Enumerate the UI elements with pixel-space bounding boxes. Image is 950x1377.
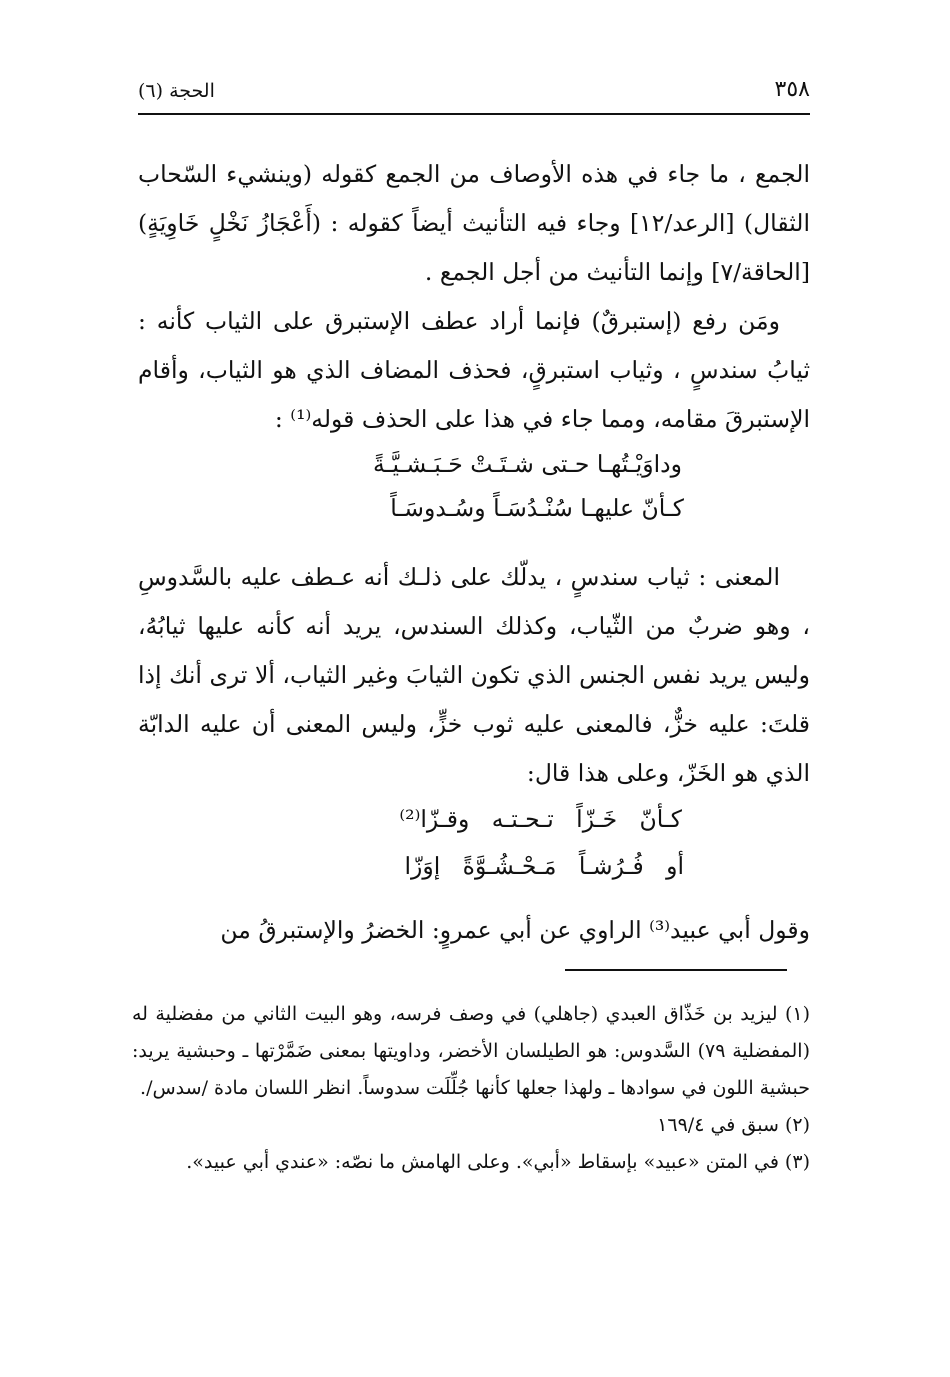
- verse-2-line-1: كـأنّ خَـزّاً تـحـتـه وقـزّا⁽²⁾: [399, 805, 682, 833]
- running-title: الحجة (٦): [138, 80, 215, 102]
- paragraph-2-block: [138, 297, 810, 444]
- page-number: ٣٥٨: [774, 77, 810, 102]
- footnote-3: (٣) في المتن «عبيد» بإسقاط «أبي». وعلى الهامش ما نصّه: «عندي أبي عبيد».: [186, 1151, 810, 1173]
- footnote-1: (١) ليزيد بن خَذّاق العبدي (جاهلي) في وصف فرسه، وهو البيت الثاني من مفضلية له (المفضلية ٧٩) السَّدوس: هو الطيلسان الأخضر، وداويتها بمعنى ضَمَّرْتها ـ وحبشية يريد: حبشية اللون في سوادها ـ ولهذا جعلها كأنها جُلِّلَت سدوساً. انظر اللسان مادة /سدس/.: [132, 1003, 810, 1099]
- verse-1-line-1: وداوَيْـتُهـا حـتى شـتَـتْ حَـبَـشـيَّـةً: [372, 450, 682, 478]
- footnote-rule: [565, 969, 787, 971]
- paragraph-4-block: [138, 906, 810, 955]
- header-rule: [138, 113, 810, 115]
- paragraph-1-block: [138, 150, 810, 297]
- verse-2-line-2: أو فُـرُشـاً مَـحْـشُـوَّةً إوَزّا: [404, 852, 684, 880]
- paragraph-4: وقول أبي عبيد⁽³⁾ الراوي عن أبي عمروٍ: الخضرُ والإستبرقُ من: [220, 916, 810, 944]
- verse-1-line-2: كـأنّ عليهـا سُنْـدُسَـاً وسُـدوسَـاً: [390, 494, 684, 522]
- footnotes: [132, 996, 810, 1181]
- paragraph-1: الجمع ، ما جاء في هذه الأوصاف من الجمع كقوله (وينشيء السّحاب الثقال) [الرعد/١٢] وجاء فيه التأنيث أيضاً كقوله : (أَعْجَازُ نَخْلٍ خَاوِيَةٍ) [الحاقة/٧] وإنما التأنيث من أجل الجمع .: [138, 160, 810, 286]
- paragraph-2: ومَن رفع (إستبرقٌ) فإنما أراد عطف الإستبرق على الثياب كأنه : ثيابُ سندسٍ ، وثياب استبرقٍ، فحذف المضاف الذي هو الثياب، وأقام الإستبرقَ مقامه، ومما جاء في هذا على الحذف قوله⁽¹⁾ :: [138, 307, 810, 433]
- page-header: [138, 62, 810, 102]
- paragraph-3-block: [138, 553, 810, 798]
- footnote-2: (٢) سبق في ١٦٩/٤: [657, 1114, 810, 1136]
- paragraph-3: المعنى : ثياب سندسٍ ، يدلّك على ذلـك أنه عـطف عليه بالسَّدوسِ ، وهو ضربٌ من الثّياب، وكذلك السندس، يريد أنه كأنه عليها ثيابُهُ، وليس يريد نفس الجنس الذي تكون الثيابَ وغير الثياب، ألا ترى أنك إذا قلتَ: عليه خزٌّ، فالمعنى عليه ثوب خزٍّ، وليس المعنى أن عليه الدابّة الذي هو الخَزّ، وعلى هذا قال:: [138, 563, 810, 787]
